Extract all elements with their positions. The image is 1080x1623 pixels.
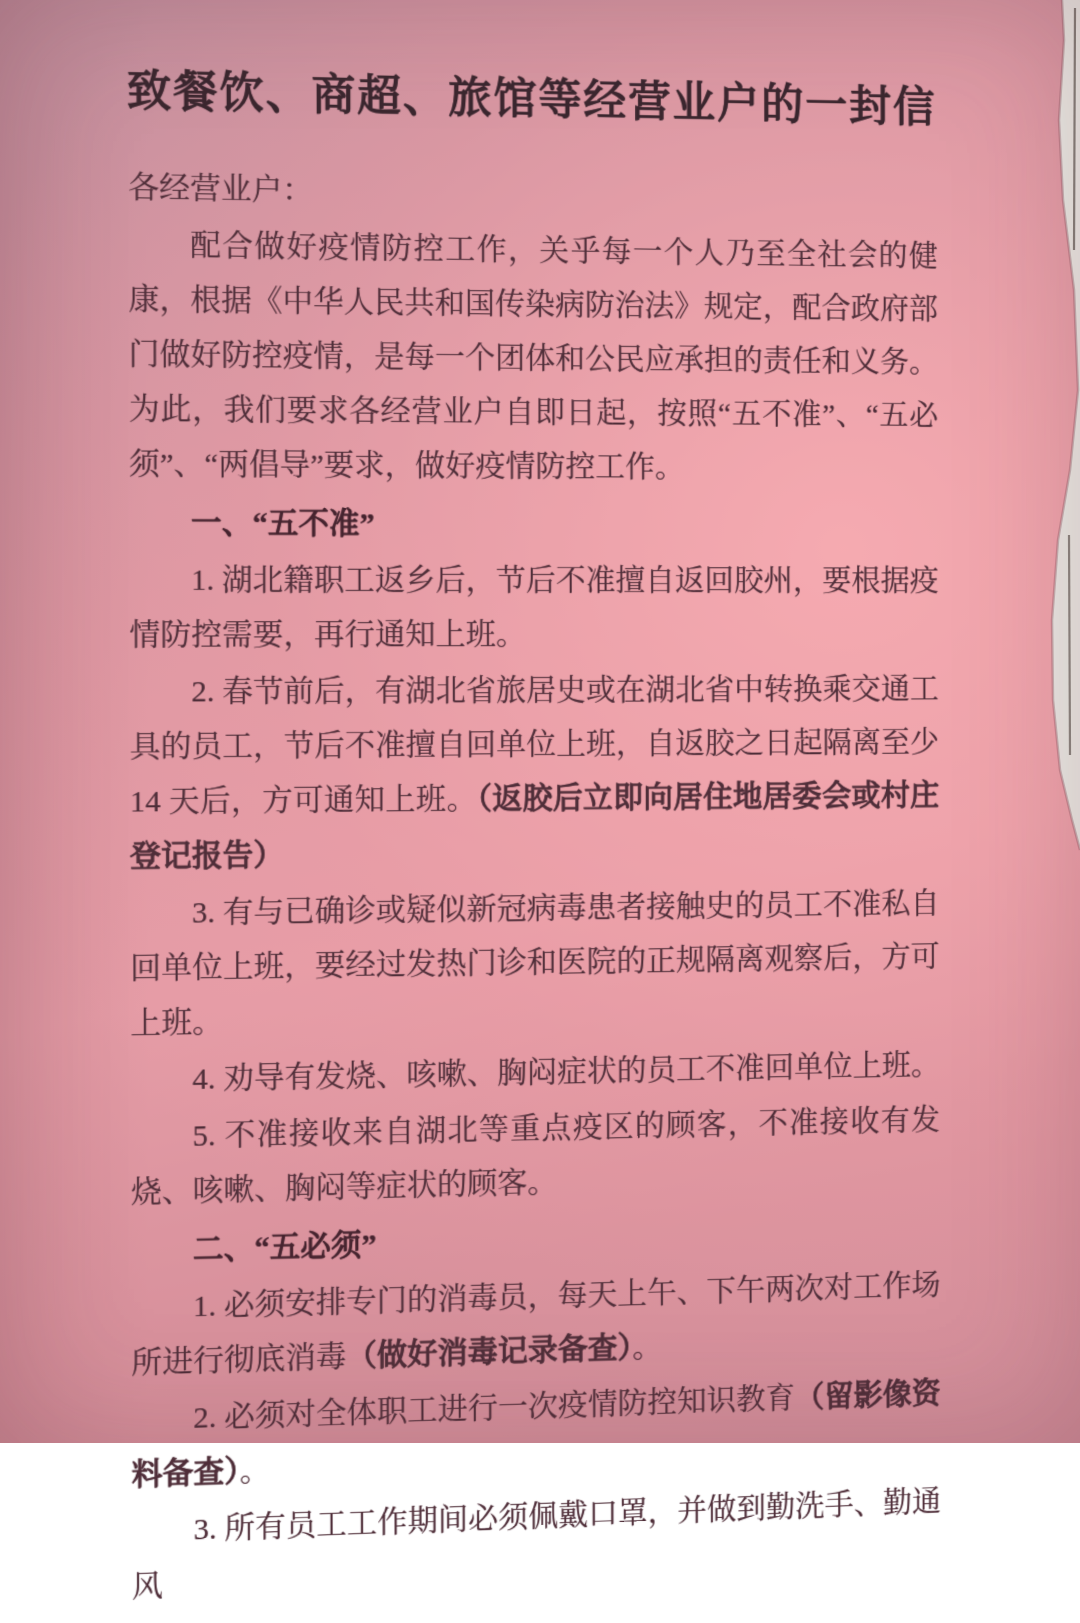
rule-text-tail: 。	[632, 1330, 663, 1365]
intro-paragraph: 配合做好疫情防控工作，关乎每一个人乃至全社会的健康，根据《中华人民共和国传染病防治法》规定，配合政府部门做好防控疫情，是每一个团体和公民应承担的责任和义务。为此，我们要求各经营业户自即日起，按照“五不准”、“五必须”、“两倡导”要求，做好疫情防控工作。	[128, 228, 939, 484]
paper-right-edge	[990, 0, 1080, 1443]
salutation: 各经营业户：	[128, 170, 313, 208]
rule-item-1-1	[129, 553, 939, 663]
rule-text: 3. 所有员工工作期间必须佩戴口罩，并做到勤洗手、勤通风	[131, 1484, 942, 1604]
rule-text: 5. 不准接收来自湖北等重点疫区的顾客，不准接收有发烧、咳嗽、胸闷等症状的顾客。	[130, 1103, 941, 1210]
bold-records-note: （留影像资料备查）	[131, 1376, 941, 1492]
rule-text: 3. 有与已确诊或疑似新冠病毒患者接触史的员工不准私自回单位上班，要经过发热门诊和医院的正规隔离观察后，方可上班。	[130, 887, 940, 1041]
rule-item-1-5	[131, 1094, 941, 1221]
rule-text: 1. 湖北籍职工返乡后，节后不准擅自返回胶州，要根据疫情防控需要，再行通知上班。	[129, 563, 939, 652]
rule-text: 2. 春节前后，有湖北省旅居史或在湖北省中转换乘交通工具的员工，节后不准擅自回单位上班，自返胶之日起隔离至少 14 天后，方可通知上班。	[129, 672, 940, 819]
rule-text-tail: 。	[239, 1453, 271, 1489]
rule-text: 4. 劝导有发烧、咳嗽、胸闷症状的员工不准回单位上班。	[192, 1048, 940, 1097]
section-1-heading: 一、“五不准”	[190, 506, 375, 541]
edge-line-top	[1074, 8, 1075, 250]
letter-title: 致餐饮、商超、旅馆等经营业户的一封信	[126, 66, 937, 132]
bold-disinfection-note: （做好消毒记录备查）	[346, 1331, 633, 1374]
rule-text: 1. 必须安排专门的消毒员，每天上午、下午两次对工作场所进行彻底消毒	[131, 1268, 941, 1381]
edge-line-bottom	[1069, 535, 1070, 755]
letter-body	[128, 161, 941, 1618]
rule-text: 2. 必须对全体职工进行一次疫情防控知识教育	[193, 1381, 796, 1435]
rule-item-1-3	[130, 877, 940, 1051]
section-2-heading: 二、“五必须”	[192, 1228, 377, 1267]
rule-item-1-2	[129, 663, 939, 885]
bold-registration-note: （返胶后立即向居住地居委会或村庄登记报告）	[129, 778, 940, 874]
